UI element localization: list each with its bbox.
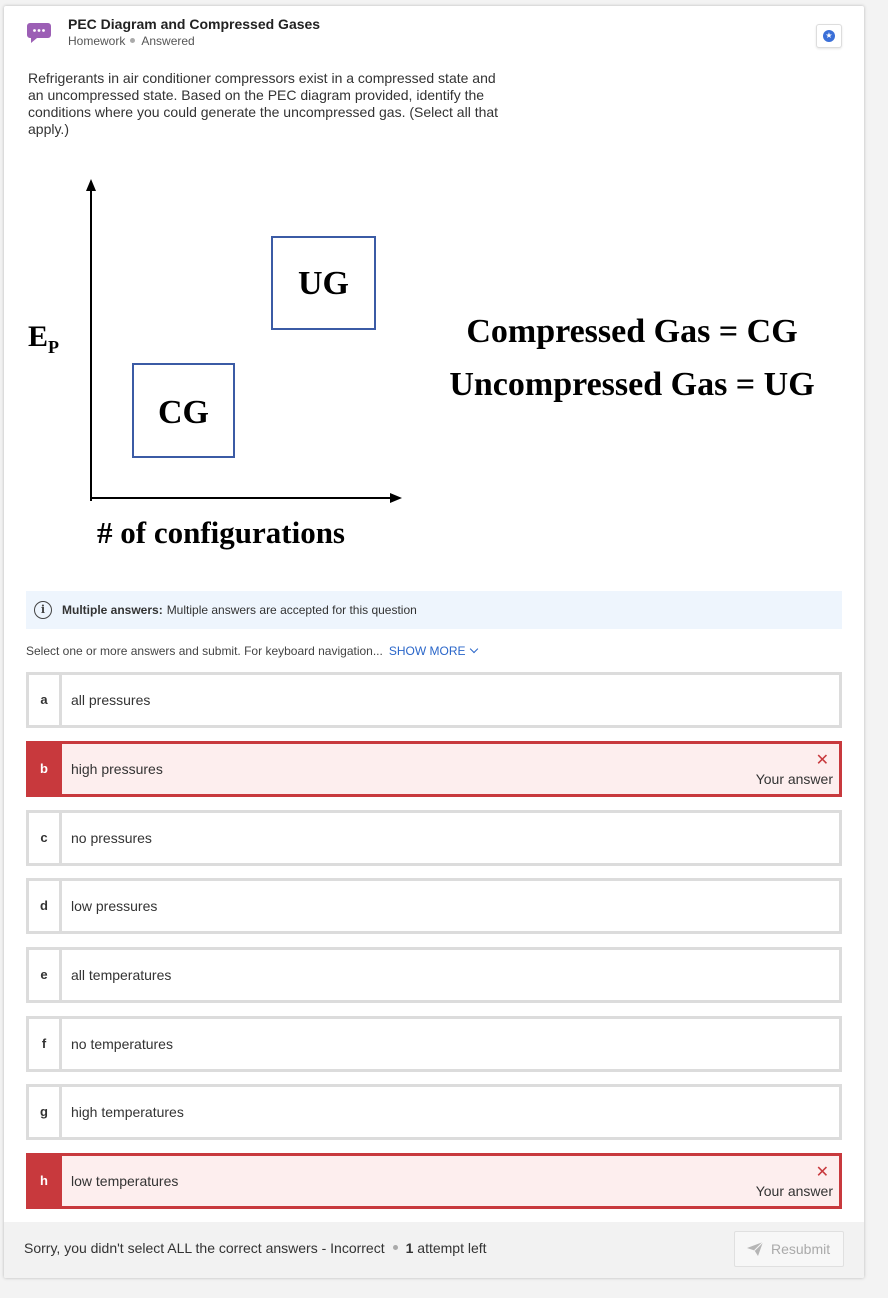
y-axis-label: $E_P$: [28, 320, 60, 357]
assignment-type: Homework: [68, 34, 126, 48]
separator-dot: [130, 38, 135, 43]
answer-option-e[interactable]: [26, 947, 842, 1003]
x-axis-arrow: [390, 493, 402, 503]
incorrect-x-icon: ✕: [815, 1164, 829, 1181]
answer-letter: d: [29, 881, 62, 931]
y-axis-arrow: [86, 179, 96, 191]
result-footer: [4, 1222, 864, 1278]
x-axis-label: # of configurations: [97, 515, 345, 550]
answer-letter: h: [29, 1156, 62, 1206]
answer-letter: f: [29, 1019, 62, 1069]
answer-option-f[interactable]: [26, 1016, 842, 1072]
banner-title: Multiple answers:: [62, 603, 163, 617]
separator-dot: [393, 1245, 398, 1250]
chevron-down-icon: [469, 645, 477, 653]
feedback-text: Sorry, you didn't select ALL the correct answers - Incorrect: [24, 1240, 385, 1256]
paper-plane-icon: [747, 1242, 763, 1256]
question-meta: [68, 34, 195, 48]
resubmit-button[interactable]: [734, 1231, 844, 1267]
page-title: PEC Diagram and Compressed Gases: [68, 16, 321, 32]
legend-line-ug: Uncompressed Gas = UG: [449, 366, 815, 403]
answer-label: low pressures: [71, 898, 158, 914]
answer-option-g[interactable]: [26, 1084, 842, 1140]
incorrect-x-icon: ✕: [815, 752, 829, 769]
banner-text: [62, 603, 417, 617]
answer-label: low temperatures: [71, 1173, 179, 1189]
answer-option-a[interactable]: [26, 672, 842, 728]
pec-diagram: [22, 171, 842, 561]
question-card: [4, 6, 864, 1278]
answer-label: all temperatures: [71, 967, 172, 983]
result-message: [24, 1240, 487, 1256]
answer-option-b[interactable]: [26, 741, 842, 797]
answer-option-h[interactable]: [26, 1153, 842, 1209]
resubmit-label: Resubmit: [771, 1241, 831, 1257]
answer-label: no temperatures: [71, 1036, 173, 1052]
question-text: Refrigerants in air conditioner compressors exist in a compressed state and an uncompressed state. Based on the PEC diagram provided, identify the conditions where you could generate the uncompressed gas. (Select all that apply.): [28, 70, 499, 137]
attempts-text: attempt left: [417, 1240, 487, 1256]
chat-bubble-icon: [26, 22, 52, 44]
legend-line-cg: Compressed Gas = CG: [466, 313, 798, 350]
cg-box-label: CG: [158, 394, 209, 431]
answer-letter: g: [29, 1087, 62, 1137]
banner-description: Multiple answers are accepted for this question: [166, 603, 417, 617]
question-header: [4, 6, 864, 66]
answer-letter: b: [29, 744, 62, 794]
your-answer-tag: Your answer: [755, 771, 833, 787]
status-badge: Answered: [141, 34, 195, 48]
answer-letter: a: [29, 675, 62, 725]
instructions-text: Select one or more answers and submit. For keyboard navigation...: [26, 644, 383, 658]
attempts-count: 1: [405, 1240, 414, 1256]
show-more-link[interactable]: SHOW MORE: [389, 644, 477, 658]
answer-letter: e: [29, 950, 62, 1000]
answer-label: high pressures: [71, 761, 163, 777]
info-icon: i: [34, 601, 52, 619]
instructions: [26, 644, 477, 658]
star-badge-icon: ★: [823, 30, 835, 42]
your-answer-tag: Your answer: [755, 1183, 833, 1199]
answer-option-c[interactable]: [26, 810, 842, 866]
multiple-answers-banner: [26, 591, 842, 629]
answer-label: all pressures: [71, 692, 151, 708]
answer-letter: c: [29, 813, 62, 863]
ug-box-label: UG: [298, 265, 349, 302]
bookmark-button[interactable]: [816, 24, 842, 48]
answer-label: high temperatures: [71, 1104, 184, 1120]
answer-option-d[interactable]: [26, 878, 842, 934]
answer-label: no pressures: [71, 830, 152, 846]
